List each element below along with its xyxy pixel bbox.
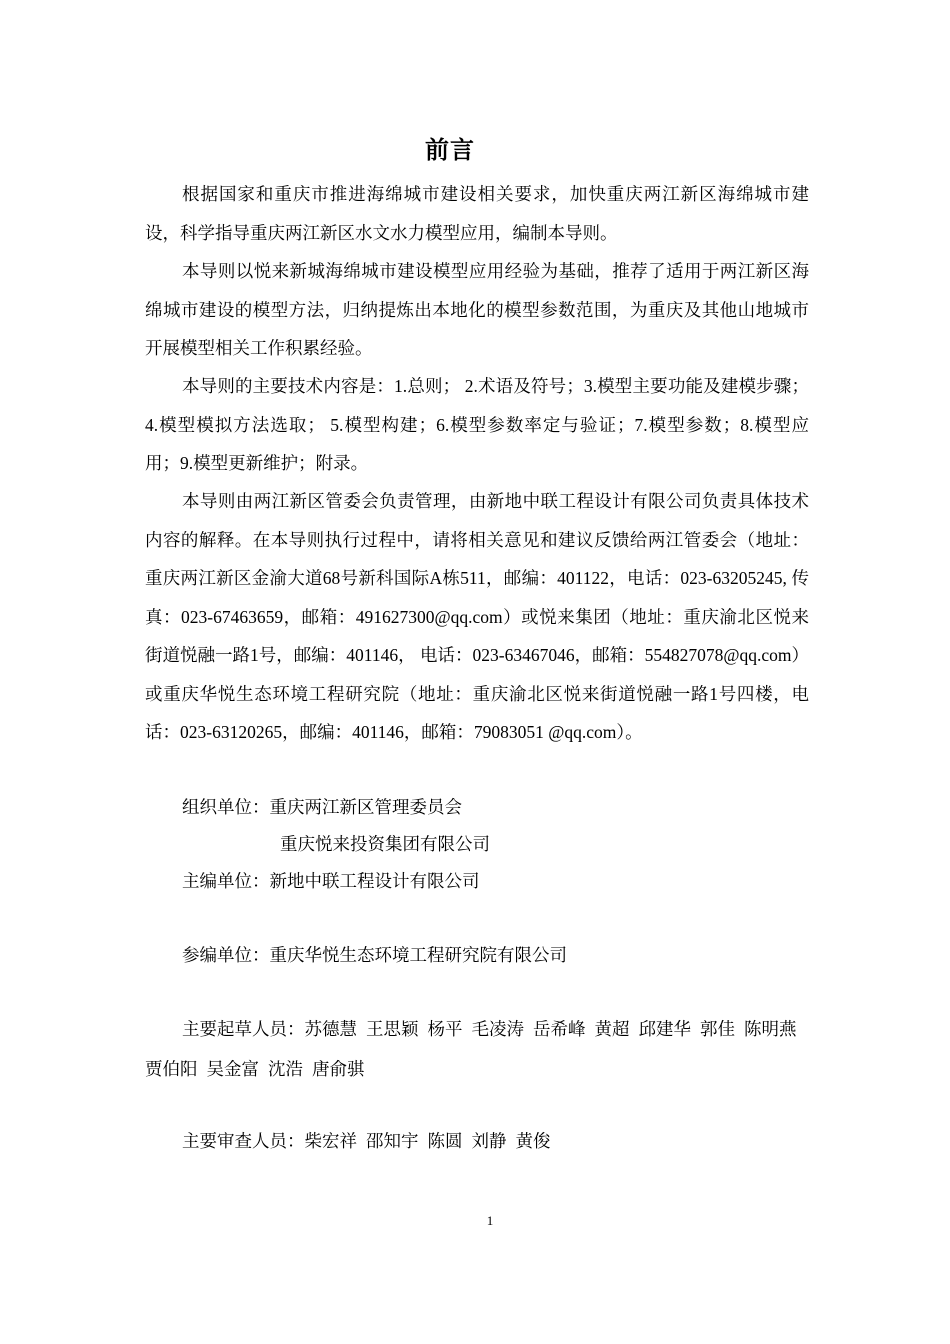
paragraph-management: 本导则由两江新区管委会负责管理，由新地中联工程设计有限公司负责具体技术内容的解释。在本导则执行过程中，请将相关意见和建议反馈给两江管委会（地址：重庆两江新区金渝大道68号新科国际A栋511，邮编：401122，电话：023-63205245, 传真：023-67463659，邮箱：491627300@qq.com）或悦来集团（地址：重庆渝北区悦来街道悦融一路1号，邮编：401146， 电话：023-63467046，邮箱：554827078@qq.com）或重庆华悦生态环境工程研究院（地址：重庆渝北区悦来街道悦融一路1号四楼，电话：023-63120265，邮编：401146，邮箱：79083051 @qq.com）。 [145, 491, 809, 742]
drafters-label: 主要起草人员： [182, 1019, 305, 1039]
drafter-name: 吴金富 [206, 1059, 259, 1079]
drafter-name: 黄超 [594, 1019, 630, 1039]
page-title: 前言 [425, 136, 475, 164]
page-number: 1 [486, 1213, 494, 1228]
reviewer-name: 黄俊 [515, 1131, 551, 1151]
drafter-name: 郭佳 [700, 1019, 735, 1039]
chief-editor-label: 主编单位： [182, 871, 270, 891]
drafter-name: 唐俞骐 [312, 1059, 365, 1079]
chief-editor-value: 新地中联工程设计有限公司 [269, 871, 480, 891]
paragraph-contents: 本导则的主要技术内容是：1.总则； 2.术语及符号；3.模型主要功能及建模步骤；4.模型模拟方法选取； 5.模型构建；6.模型参数率定与验证；7.模型参数；8.模型应用；9.模型更新维护；附录。 [145, 376, 809, 473]
organizer-first: 重庆两江新区管理委员会 [269, 797, 462, 817]
co-editor-line [182, 942, 567, 968]
reviewer-name: 陈圆 [427, 1131, 463, 1151]
reviewer-name: 柴宏祥 [304, 1131, 357, 1151]
organizer-second: 重庆悦来投资集团有限公司 [280, 834, 490, 854]
reviewers-block [145, 1121, 809, 1161]
drafters-block [145, 1009, 809, 1089]
paragraph-basis: 本导则以悦来新城海绵城市建设模型应用经验为基础，推荐了适用于两江新区海绵城市建设的模型方法，归纳提炼出本地化的模型参数范围，为重庆及其他山地城市开展模型相关工作积累经验。 [145, 261, 809, 358]
organizer-second-line [280, 831, 490, 857]
drafter-name: 沈浩 [268, 1059, 303, 1079]
chief-editor-line [182, 868, 480, 894]
paragraph-background: 根据国家和重庆市推进海绵城市建设相关要求，加快重庆两江新区海绵城市建设，科学指导重庆两江新区水文水力模型应用，编制本导则。 [145, 184, 809, 243]
drafter-name: 岳希峰 [533, 1019, 586, 1039]
reviewer-name: 刘静 [471, 1131, 507, 1151]
drafter-name: 毛凌涛 [471, 1019, 524, 1039]
reviewers-label: 主要审查人员： [182, 1131, 305, 1151]
drafter-name: 杨平 [427, 1019, 463, 1039]
drafter-name: 苏德慧 [304, 1019, 357, 1039]
drafter-name: 陈明燕 [744, 1019, 797, 1039]
drafter-name: 贾伯阳 [145, 1059, 198, 1079]
organizer-label: 组织单位： [182, 797, 270, 817]
reviewer-name: 邵知宇 [366, 1131, 419, 1151]
drafter-name: 邱建华 [638, 1019, 691, 1039]
co-editor-value: 重庆华悦生态环境工程研究院有限公司 [269, 945, 567, 965]
organizer-line [182, 794, 462, 820]
co-editor-label: 参编单位： [182, 945, 270, 965]
drafter-name: 王思颖 [366, 1019, 419, 1039]
